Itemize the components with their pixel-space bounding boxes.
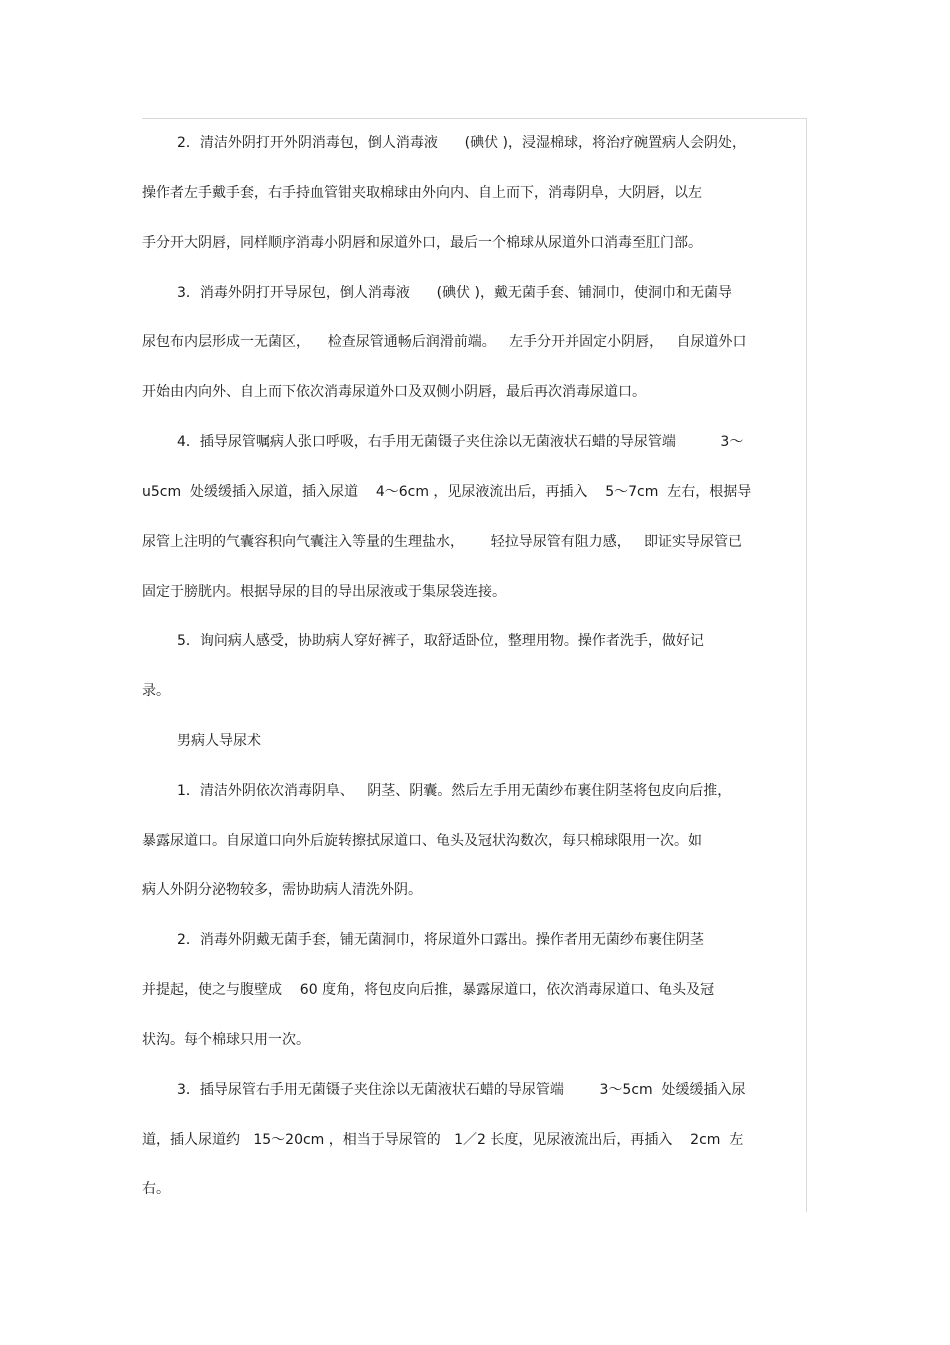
text-line: 并提起，使之与腹壁成 60 度角，将包皮向后推，暴露尿道口，依次消毒尿道口、龟头及冠 <box>142 982 715 998</box>
text-line: u5cm 处缓缓插入尿道，插入尿道 4～6cm ，见尿液流出后，再插入 5～7cm 左右，根据导 <box>142 484 752 500</box>
text-line: 状沟。每个棉球只用一次。 <box>142 1032 310 1048</box>
text-line: 录。 <box>142 683 170 699</box>
text-line: 尿包布内层形成一无菌区， 检查尿管通畅后润滑前端。 左手分开并固定小阴唇， 自尿道外口 <box>142 334 747 350</box>
text-line: 3．消毒外阴打开导尿包，倒人消毒液 (碘伏 )，戴无菌手套、铺洞巾，使洞巾和无菌导 <box>177 285 732 301</box>
text-line: 3．插导尿管右手用无菌镊子夹住涂以无菌液状石蜡的导尿管端 3～5cm 处缓缓插入尿 <box>177 1082 746 1098</box>
text-line: 病人外阴分泌物较多，需协助病人清洗外阴。 <box>142 882 422 898</box>
text-line: 开始由内向外、自上而下依次消毒尿道外口及双侧小阴唇，最后再次消毒尿道口。 <box>142 384 646 400</box>
text-line: 右。 <box>142 1181 170 1197</box>
text-line: 1．清洁外阴依次消毒阴阜、 阴茎、阴囊。然后左手用无菌纱布裹住阴茎将包皮向后推， <box>177 783 732 799</box>
text-line: 4．插导尿管嘱病人张口呼吸，右手用无菌镊子夹住涂以无菌液状石蜡的导尿管端 3～ <box>177 434 744 450</box>
text-line: 尿管上注明的气囊容积向气囊注入等量的生理盐水， 轻拉导尿管有阻力感， 即证实导尿管已 <box>142 534 743 550</box>
text-line: 2．清洁外阴打开外阴消毒包，倒人消毒液 (碘伏 )，浸湿棉球，将治疗碗置病人会阴处， <box>177 135 746 151</box>
text-line: 手分开大阴唇，同样顺序消毒小阴唇和尿道外口，最后一个棉球从尿道外口消毒至肛门部。 <box>142 235 702 251</box>
text-line: 固定于膀胱内。根据导尿的目的导出尿液或于集尿袋连接。 <box>142 584 506 600</box>
text-line: 道，插人尿道约 15～20cm ，相当于导尿管的 1／2 长度，见尿液流出后，再插入 2cm 左 <box>142 1132 744 1148</box>
text-line: 暴露尿道口。自尿道口向外后旋转擦拭尿道口、龟头及冠状沟数次，每只棉球限用一次。如 <box>142 833 702 849</box>
text-line: 2．消毒外阴戴无菌手套，铺无菌洞巾，将尿道外口露出。操作者用无菌纱布裹住阴茎 <box>177 932 704 948</box>
text-line: 操作者左手戴手套，右手持血管钳夹取棉球由外向内、自上而下，消毒阴阜，大阴唇，以左 <box>142 185 702 201</box>
section-heading: 男病人导尿术 <box>177 733 261 749</box>
text-line: 5．询问病人感受，协助病人穿好裤子，取舒适卧位，整理用物。操作者洗手，做好记 <box>177 633 704 649</box>
